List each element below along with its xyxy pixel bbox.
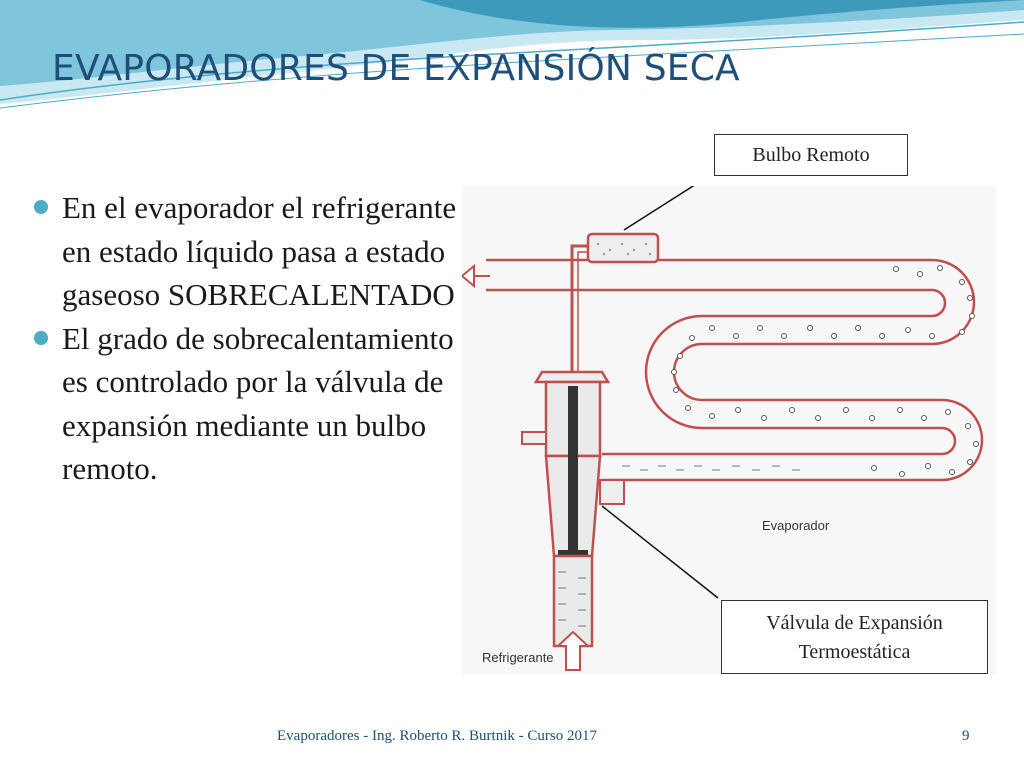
page-number: 9	[962, 728, 970, 744]
footer-text: Evaporadores - Ing. Roberto R. Burtnik - Curso 2017	[277, 728, 597, 744]
evaporador-label: Evaporador	[762, 518, 830, 533]
valvula-expansion-callout	[721, 600, 988, 674]
bullet-list	[28, 186, 458, 491]
valvula-callout-line1: Válvula de Expansión	[766, 612, 943, 634]
bullet-marker-icon	[34, 200, 48, 214]
bullet-text-2: El grado de sobrecalentamiento es controlado por la válvula de expansión mediante un bulbo remoto.	[62, 320, 454, 486]
bullet-marker-icon	[34, 331, 48, 345]
bulbo-remoto-callout: Bulbo Remoto	[714, 134, 908, 176]
bullet-item-1	[28, 186, 458, 317]
remote-bulb-icon	[588, 234, 658, 262]
bullet-text-1: En el evaporador el refrigerante en estado líquido pasa a estado gaseoso SOBRECALENTADO	[62, 190, 457, 312]
valvula-callout-line2: Termoestática	[798, 641, 911, 663]
bullet-item-2	[28, 317, 458, 491]
refrigerante-label: Refrigerante	[482, 650, 554, 665]
slide-title: EVAPORADORES DE EXPANSIÓN SECA	[52, 48, 740, 89]
